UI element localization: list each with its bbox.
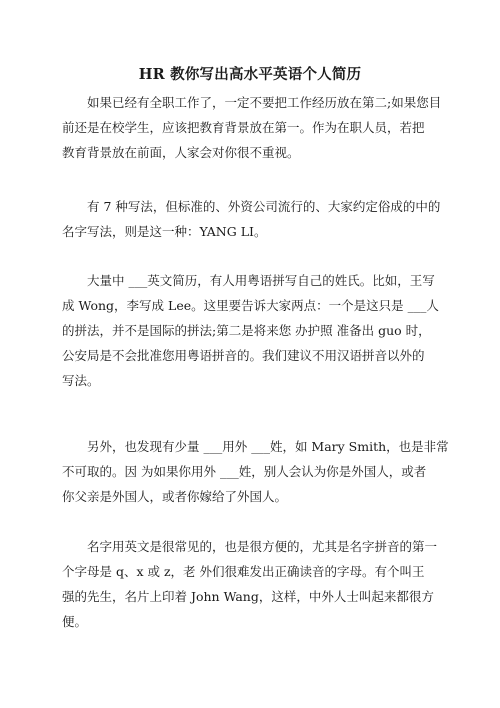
paragraph-line: 大量中 ___英文简历，有人用粤语拼写自己的姓氏。比如，王写 (62, 273, 435, 288)
paragraph-line: 个字母是 q、x 或 z，老 外们很难发出正确读音的字母。有个叫王 (62, 564, 425, 579)
paragraph-line: 有 7 种写法，但标准的、外资公司流行的、大家约定俗成的中的 (62, 199, 441, 214)
paragraph-line: 前还是在校学生，应该把教育背景放在第一。作为在职人员，若把 (62, 120, 425, 135)
paragraph-line: 你父亲是外国人，或者你嫁给了外国人。 (62, 489, 288, 504)
paragraph-2 (62, 194, 441, 244)
paragraph-line: 写法。 (62, 373, 100, 388)
document-title: HR 教你写出高水平英语个人简历 (138, 66, 362, 83)
paragraph-5 (62, 534, 438, 634)
paragraph-line: 名字用英文是很常见的，也是很方便的，尤其是名字拼音的第一 (62, 539, 438, 554)
paragraph-line: 不可取的。因 为如果你用外 ___姓，别人会认为你是外国人，或者 (62, 464, 427, 479)
paragraph-line: 公安局是不会批准您用粤语拼音的。我们建议不用汉语拼音以外的 (62, 348, 425, 363)
paragraph-4 (62, 434, 449, 509)
paragraph-line: 便。 (62, 614, 88, 629)
paragraph-line: 如果已经有全职工作了，一定不要把工作经历放在第二;如果您目 (62, 95, 442, 110)
paragraph-line: 另外，也发现有少量 ___用外 ___姓，如 Mary Smith，也是非常 (62, 439, 449, 454)
paragraph-line: 名字写法，则是这一种：YANG LI。 (62, 224, 267, 239)
paragraph-line: 教育背景放在前面，人家会对你很不重视。 (62, 145, 300, 160)
paragraph-3 (62, 268, 438, 393)
paragraph-line: 强的先生，名片上印着 John Wang，这样，中外人士叫起来都很方 (62, 589, 434, 604)
paragraph-line: 的拼法，并不是国际的拼法;第二是将来您 办护照 准备出 guo 时， (62, 323, 431, 338)
paragraph-1 (62, 90, 442, 165)
paragraph-line: 成 Wong，李写成 Lee。这里要告诉大家两点：一个是这只是 ___人 (62, 298, 439, 313)
